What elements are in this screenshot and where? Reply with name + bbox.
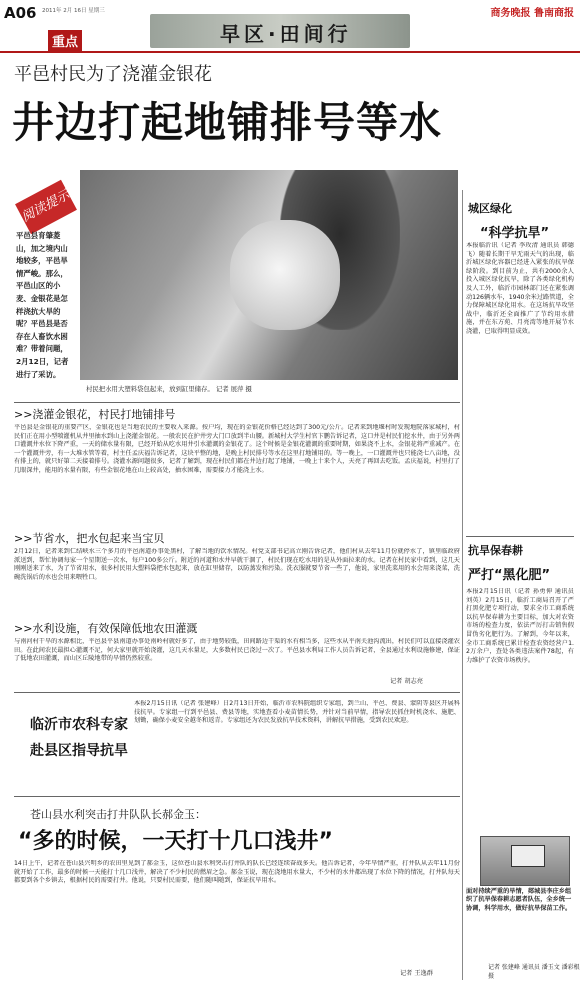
right-photo-caption: 面对持续严重的旱情，郯城县李庄乡组织了抗旱保春耕志愿者队伍，全乡统一协调，科学用水，做好抗旱保苗工作。 bbox=[466, 888, 572, 912]
photo-screen bbox=[511, 845, 545, 867]
section-rule bbox=[14, 402, 460, 403]
page-number: A06 bbox=[4, 4, 37, 22]
issue-date: 2011年 2月 16日 星期三 bbox=[42, 8, 105, 14]
right-divider bbox=[466, 536, 574, 537]
right-block2-subtitle: 严打“黑化肥” bbox=[468, 568, 551, 583]
main-headline: 井边打起地铺排号等水 bbox=[12, 98, 443, 147]
right-block2-body: 本报2月15日讯（记者 孙勇伸 通讯员 刘英）2月15日，临沂工商局召开了严打黑化肥专项行动，要求全市工商系统以抗旱保春耕为主要目标，加大对农资市场的检查力度，依法严厉打击销售假冒伪劣化肥行为。了解到，今年以来，全市工商系统已累计检查农资经营户1.2万余户，查处各类违法案件78起，有力维护了农资市场秩序。 bbox=[466, 588, 574, 664]
section3-body: 与南河村干旱的水源相比，平邑县平县南道办事处南岭村就好多了，由于地势较低，田间路边干渠的水有相当多，这些水从平南关池沟流出，村民们可以直接浇灌农田。在此间农民最担心灌溉不足，何大家里就开始浇灌，这几天水量足，大多数村民已浇过一次了。平邑县水利局工作人员告诉记者，全县通过水利设施修建，保证了低地农田灌溉，而山区丘陵地带的旱情仍然较重。 bbox=[14, 638, 460, 663]
read-tip-text: 平邑县育肇菱山，加之境内山地较多，平邑旱情严峻。那么，平邑山区的小麦、金银花是怎样浇抗大旱的呢？平邑县是否存在人畜饮水困难？带着问题，2月12日，记者进行了采访。 bbox=[16, 231, 69, 379]
section1-body: 平邑县是金银花的重要产区，金银花也是当地农民的主要收入来源。按户均，现在的金银花价格已经达到了300元/公斤。记者来到地堰村时发现地院落家城村，村民们正在用小型喷灌机从井里抽水到山上浇灌金银花。一般农民在护井旁大门口放到半山腰。新城村大学生村官卞鹏告诉记者，这口井是村民们挖水井，由于另外两口灌溉井水位下降严重，一天的储水量有限，已经开始从吃水用井引水灌溉的金银花了。这个时候是金银花灌溉的重要时期，如果浇不上水，金银花将严重减产。在一个灌溉井旁，有一大堆水管等着，村主任孟庆福告诉记者，这块平整的地，是晚上村民排号等水在这里打地铺用的。等一晚上，一口灌溉井也只能浇七八亩地，没有排上的，就只好第二天接着排号。浇灌水源问题很多，记者了解到，现在村民们都在井边打起了地铺，一晚上十来个人，天亮了再回去吃饭。孟庆福说，村里打了几眼深井，能用的水量有限，有些金银花地在山上较高处，抽水困难，需要接力才能浇上水。 bbox=[14, 424, 460, 474]
bottom-body: 14日上午，记者在苍山县兴明乡的农田里见到了郝金玉，这位苍山县水利突击打井队的队长已经连续奋战多天。他告诉记者，今年旱情严重，打井队从去年11月份就开始了工作，最多的时候一天能打十几口浅井，解决了不少村民的燃眉之急。郝金玉说，现在浇地用水量大，不少村的水井都出现了水位下降的情况，打井队每天都要到各个乡镇去，根据村民的需要打井。他说，只要村民需要，他们随叫随到，保证抗旱用水。 bbox=[14, 860, 460, 885]
story-rule bbox=[14, 692, 460, 693]
main-kicker: 平邑村民为了浇灌金银花 bbox=[14, 64, 212, 85]
banner-title: 早区·田间行 bbox=[220, 22, 352, 46]
right-block1-title: 城区绿化 bbox=[468, 202, 512, 215]
photo-water-bag bbox=[230, 220, 340, 330]
section3-credit: 记者 胡志亮 bbox=[390, 678, 423, 685]
section3-head: >>水利设施，有效保障低地农田灌溉 bbox=[14, 622, 198, 635]
bottom-credit: 记者 王逸群 bbox=[400, 970, 433, 977]
right-block1-body: 本报临沂讯（记者 李玫清 通讯员 韩德飞）随着长期干旱无雨天气的出现，临沂城区绿化容器已经进入紧张的抗旱保绿阶段。到目前为止，共有2000余人投入城区绿化抗旱，除了各类绿化机构及人工外，临沂市园林部门还在紧张调动126辆水车，1940余米过路管道，全力保障城区绿化用水。在这场抗旱攻坚战中，临沂还全面推广了节约用水措施，并在东方苑、月亮湾等地开展节水浇灌，已取得明显成效。 bbox=[466, 242, 574, 335]
right-block2-title: 抗旱保春耕 bbox=[468, 544, 523, 557]
photo-caption: 村民把水用大塑料袋包起来，放到缸里储存。 记者 展萍 摄 bbox=[86, 385, 252, 393]
section-label: 重点 bbox=[48, 30, 82, 51]
experts-headline bbox=[30, 712, 128, 764]
header-rule bbox=[0, 51, 580, 53]
read-tip-badge: 阅读提示 bbox=[15, 180, 77, 234]
bottom-kicker: 苍山县水利突击打井队队长郝金玉： bbox=[30, 808, 206, 821]
story-rule bbox=[14, 796, 460, 797]
right-photo bbox=[480, 836, 570, 886]
right-block1-subtitle: “科学抗旱” bbox=[480, 226, 550, 241]
experts-headline-line2: 赴县区指导抗旱 bbox=[30, 743, 128, 759]
experts-body: 本报2月15日讯（记者 张建峰）日2月13日开始，临沂市农科院组织专家组，到兰山、平邑、费县、蒙阴等县区开展科技抗旱。专家组一行到平邑县、费县等地，实地查看小麦苗情长势，并针对当前旱情，指导农民抓住时机浇水、施肥、划锄，确保小麦安全越冬和返青。专家组还为农民发放抗旱技术资料，讲解抗旱措施，受到农民欢迎。 bbox=[134, 700, 460, 725]
section2-head: >>节省水，把水包起来当宝贝 bbox=[14, 532, 165, 545]
section1-head: >>浇灌金银花，村民打地铺排号 bbox=[14, 408, 176, 421]
main-photo bbox=[80, 170, 458, 380]
section2-body: 2月12日，记者来到仁结峡水三个多月的平邑南道办事处黑村，了解当地的饮水情况。村党支部书记高立刚告诉记者，他们村从去年11月份就停水了，镇里临政府派送到，帮忙协调每家一个星期送一次水，每户100多公斤。附近的河道和水井早就干涸了，村民们现在吃水用的是从外面拉来的水。记者在村民家中看到，这几天刚刚送来了水，为了节省用水，很多村民用大塑料袋把水包起来，放在缸里储存，以防蒸发和污染。洗衣服就要节省一些了，他说，家里洗菜用的水会用来浇菜，洗碗洗锅后的水也会用来喂牲口。 bbox=[14, 548, 460, 581]
column-divider bbox=[462, 190, 463, 980]
experts-headline-line1: 临沂市农科专家 bbox=[30, 717, 128, 733]
bottom-headline: “多的时候，一天打十几口浅井” bbox=[18, 829, 333, 854]
right-photo-credit: 记者 张建峰 通讯员 潘玉文 潘彩根 摄 bbox=[488, 964, 580, 980]
column-banner bbox=[150, 14, 410, 48]
newspaper-logo: 商务晚报 鲁南商报 bbox=[490, 8, 574, 19]
